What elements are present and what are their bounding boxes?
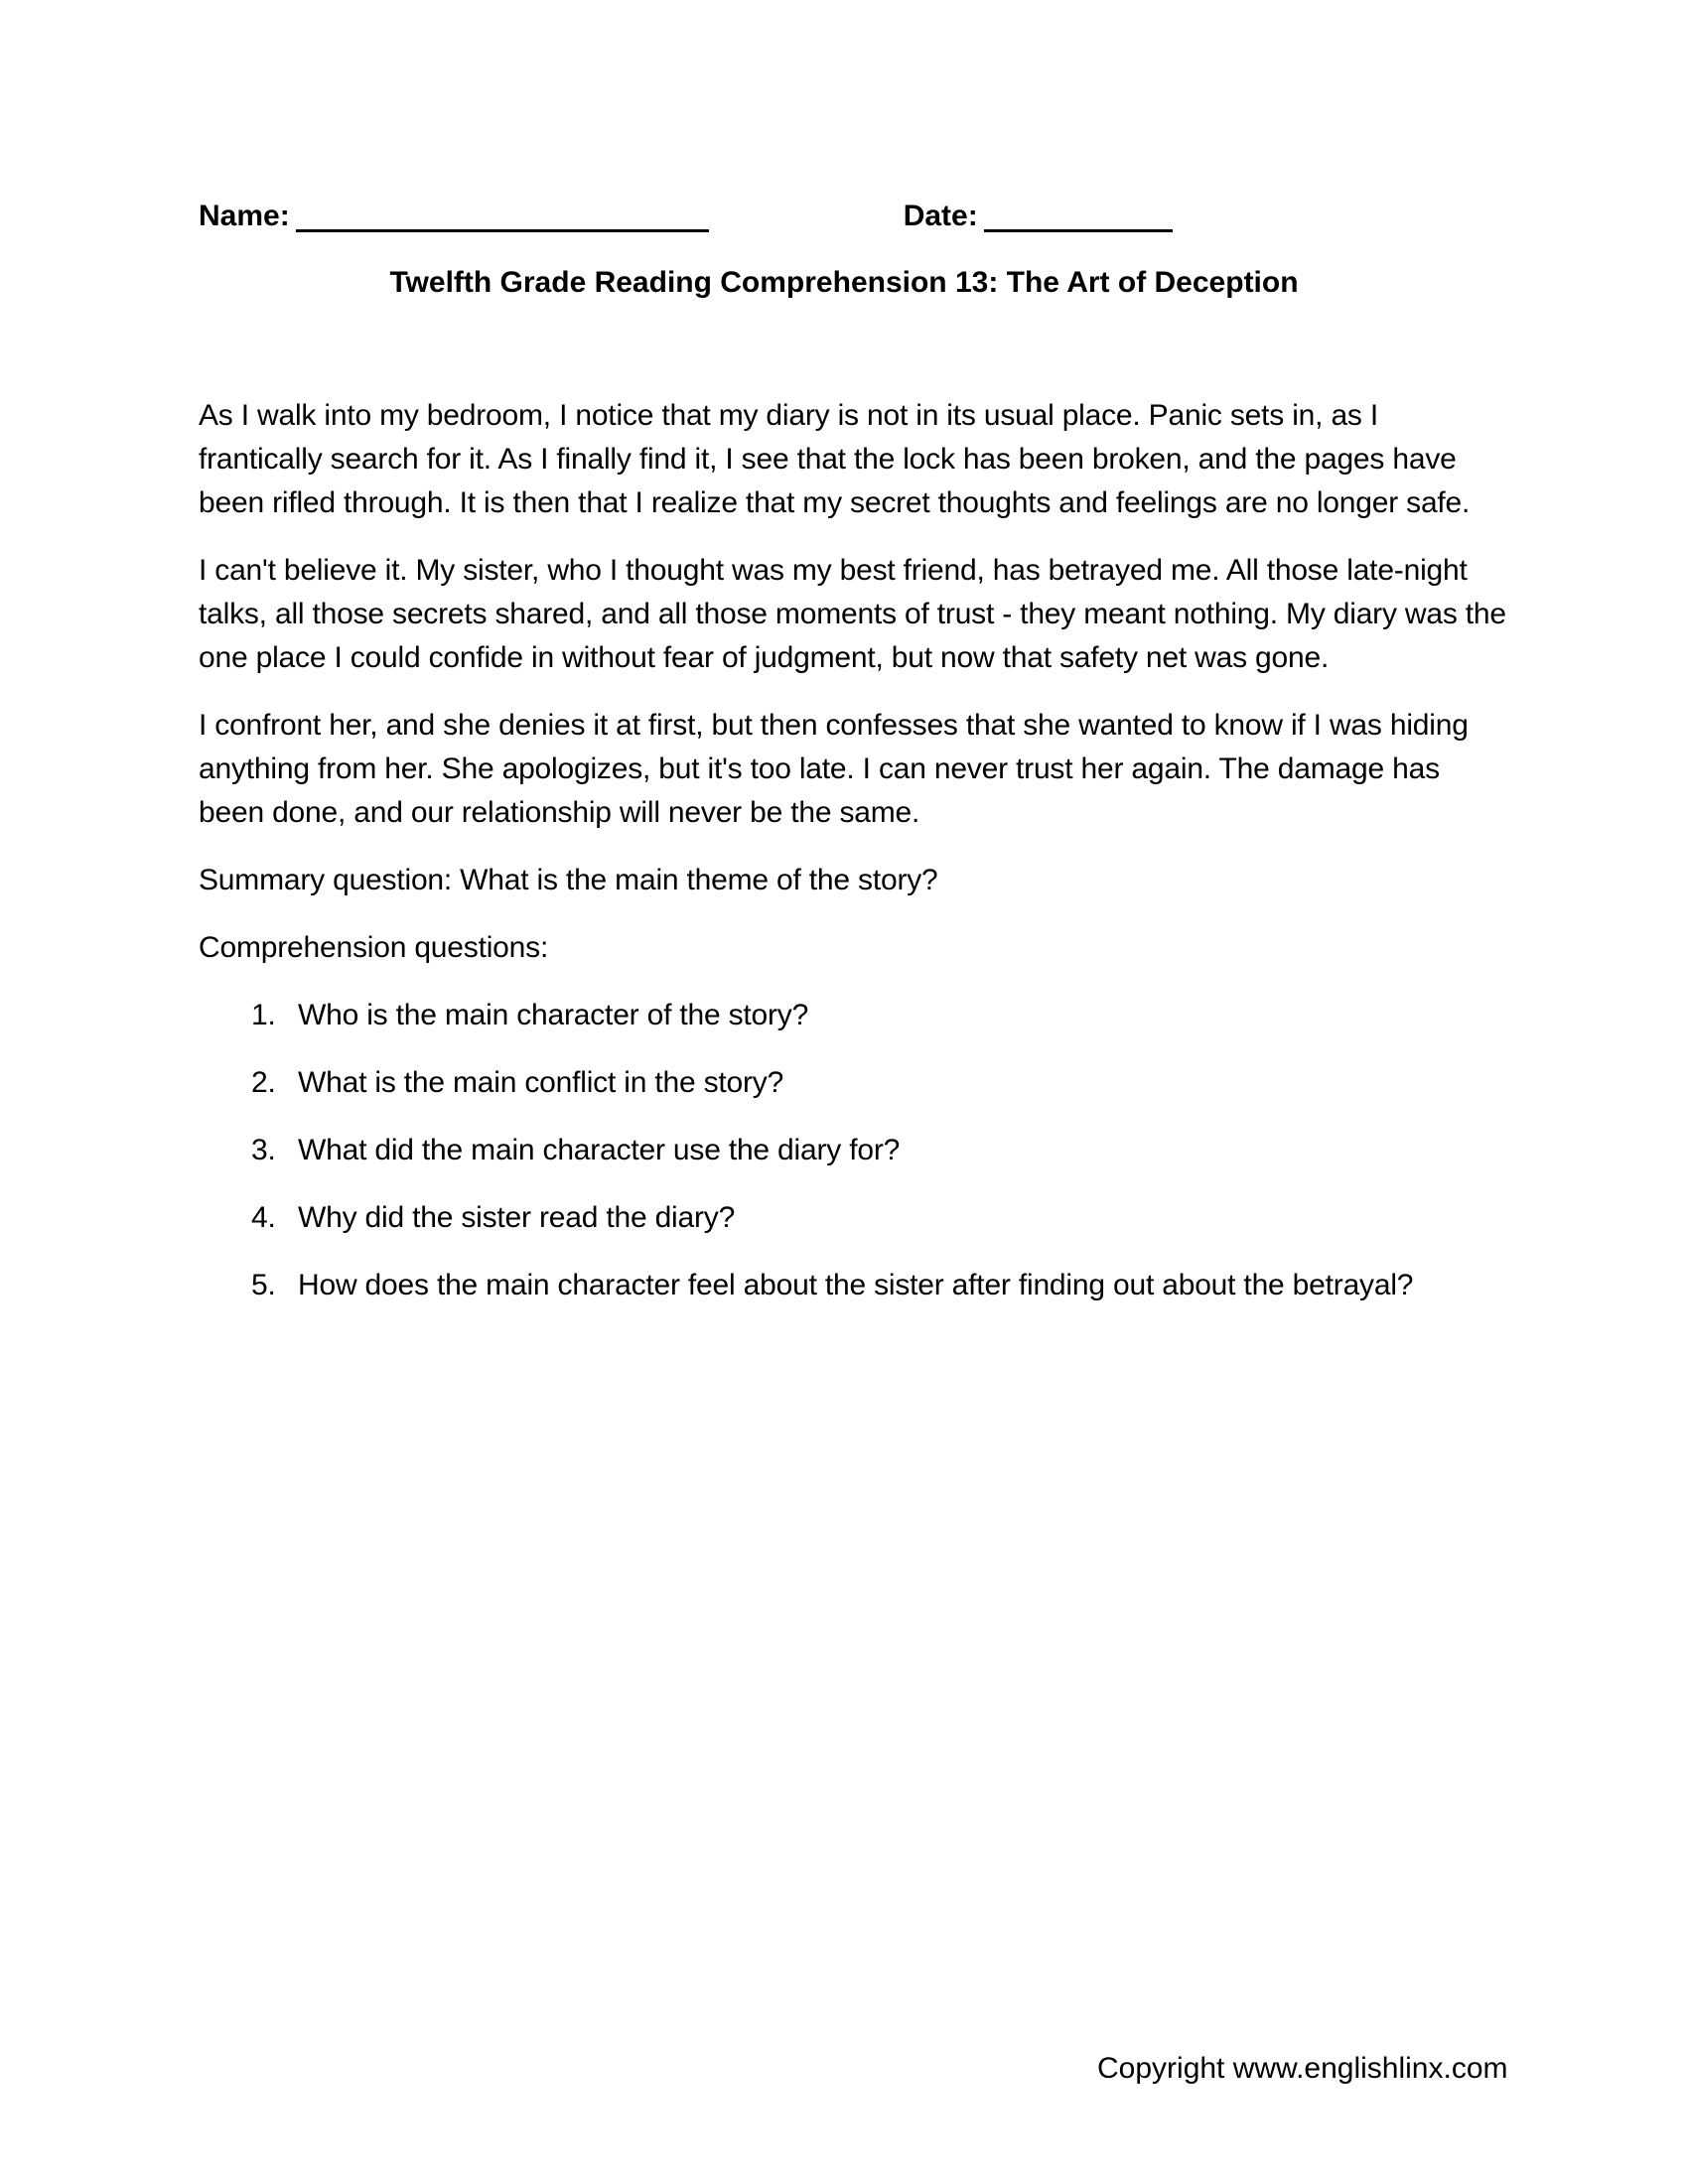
name-blank-line[interactable]	[296, 202, 709, 232]
question-number: 3.	[251, 1134, 276, 1166]
question-text: What is the main conflict in the story?	[298, 1066, 784, 1099]
question-text: What did the main character use the diary for?	[298, 1134, 901, 1166]
story-paragraph-2: I can't believe it. My sister, who I thought was my best friend, has betrayed me. All those late-night talks, all those secrets shared, and all those moments of trust - they meant nothing. My diary was the one place I could confide in without fear of judgment, but now that safety net was gone.	[199, 554, 1506, 674]
question-item-2	[251, 1061, 1509, 1105]
copyright-footer: Copyright www.englishlinx.com	[1097, 2052, 1508, 2085]
question-number: 4.	[251, 1201, 276, 1234]
question-item-3	[251, 1129, 1509, 1172]
question-number: 1.	[251, 999, 276, 1031]
question-number: 2.	[251, 1066, 276, 1099]
question-text: How does the main character feel about the sister after finding out about the betrayal?	[298, 1269, 1414, 1301]
question-item-5	[251, 1264, 1509, 1307]
story-paragraph-1: As I walk into my bedroom, I notice that my diary is not in its usual place. Panic sets in, as I frantically search for it. As I finally find it, I see that the lock has been broken, and the pages have been rifled through. It is then that I realize that my secret thoughts and feelings are no longer safe.	[199, 399, 1471, 519]
questions-heading: Comprehension questions:	[199, 931, 549, 964]
comprehension-question-list	[199, 994, 1509, 1307]
date-blank-line[interactable]	[984, 202, 1173, 232]
header-row	[199, 201, 1173, 232]
question-text: Why did the sister read the diary?	[298, 1201, 736, 1234]
worksheet-body	[199, 394, 1509, 1331]
question-text: Who is the main character of the story?	[298, 999, 809, 1031]
date-label: Date:	[903, 200, 978, 232]
question-number: 5.	[251, 1269, 276, 1301]
worksheet-title: Twelfth Grade Reading Comprehension 13: The Art of Deception	[389, 266, 1299, 299]
summary-question: Summary question: What is the main theme of the story?	[199, 864, 938, 896]
question-item-4	[251, 1196, 1509, 1240]
question-item-1	[251, 994, 1509, 1037]
story-paragraph-3: I confront her, and she denies it at first, but then confesses that she wanted to know if I was hiding anything from her. She apologizes, but it's too late. I can never trust her again. The damage has been done, and our relationship will never be the same.	[199, 709, 1469, 829]
name-label: Name:	[199, 200, 290, 232]
